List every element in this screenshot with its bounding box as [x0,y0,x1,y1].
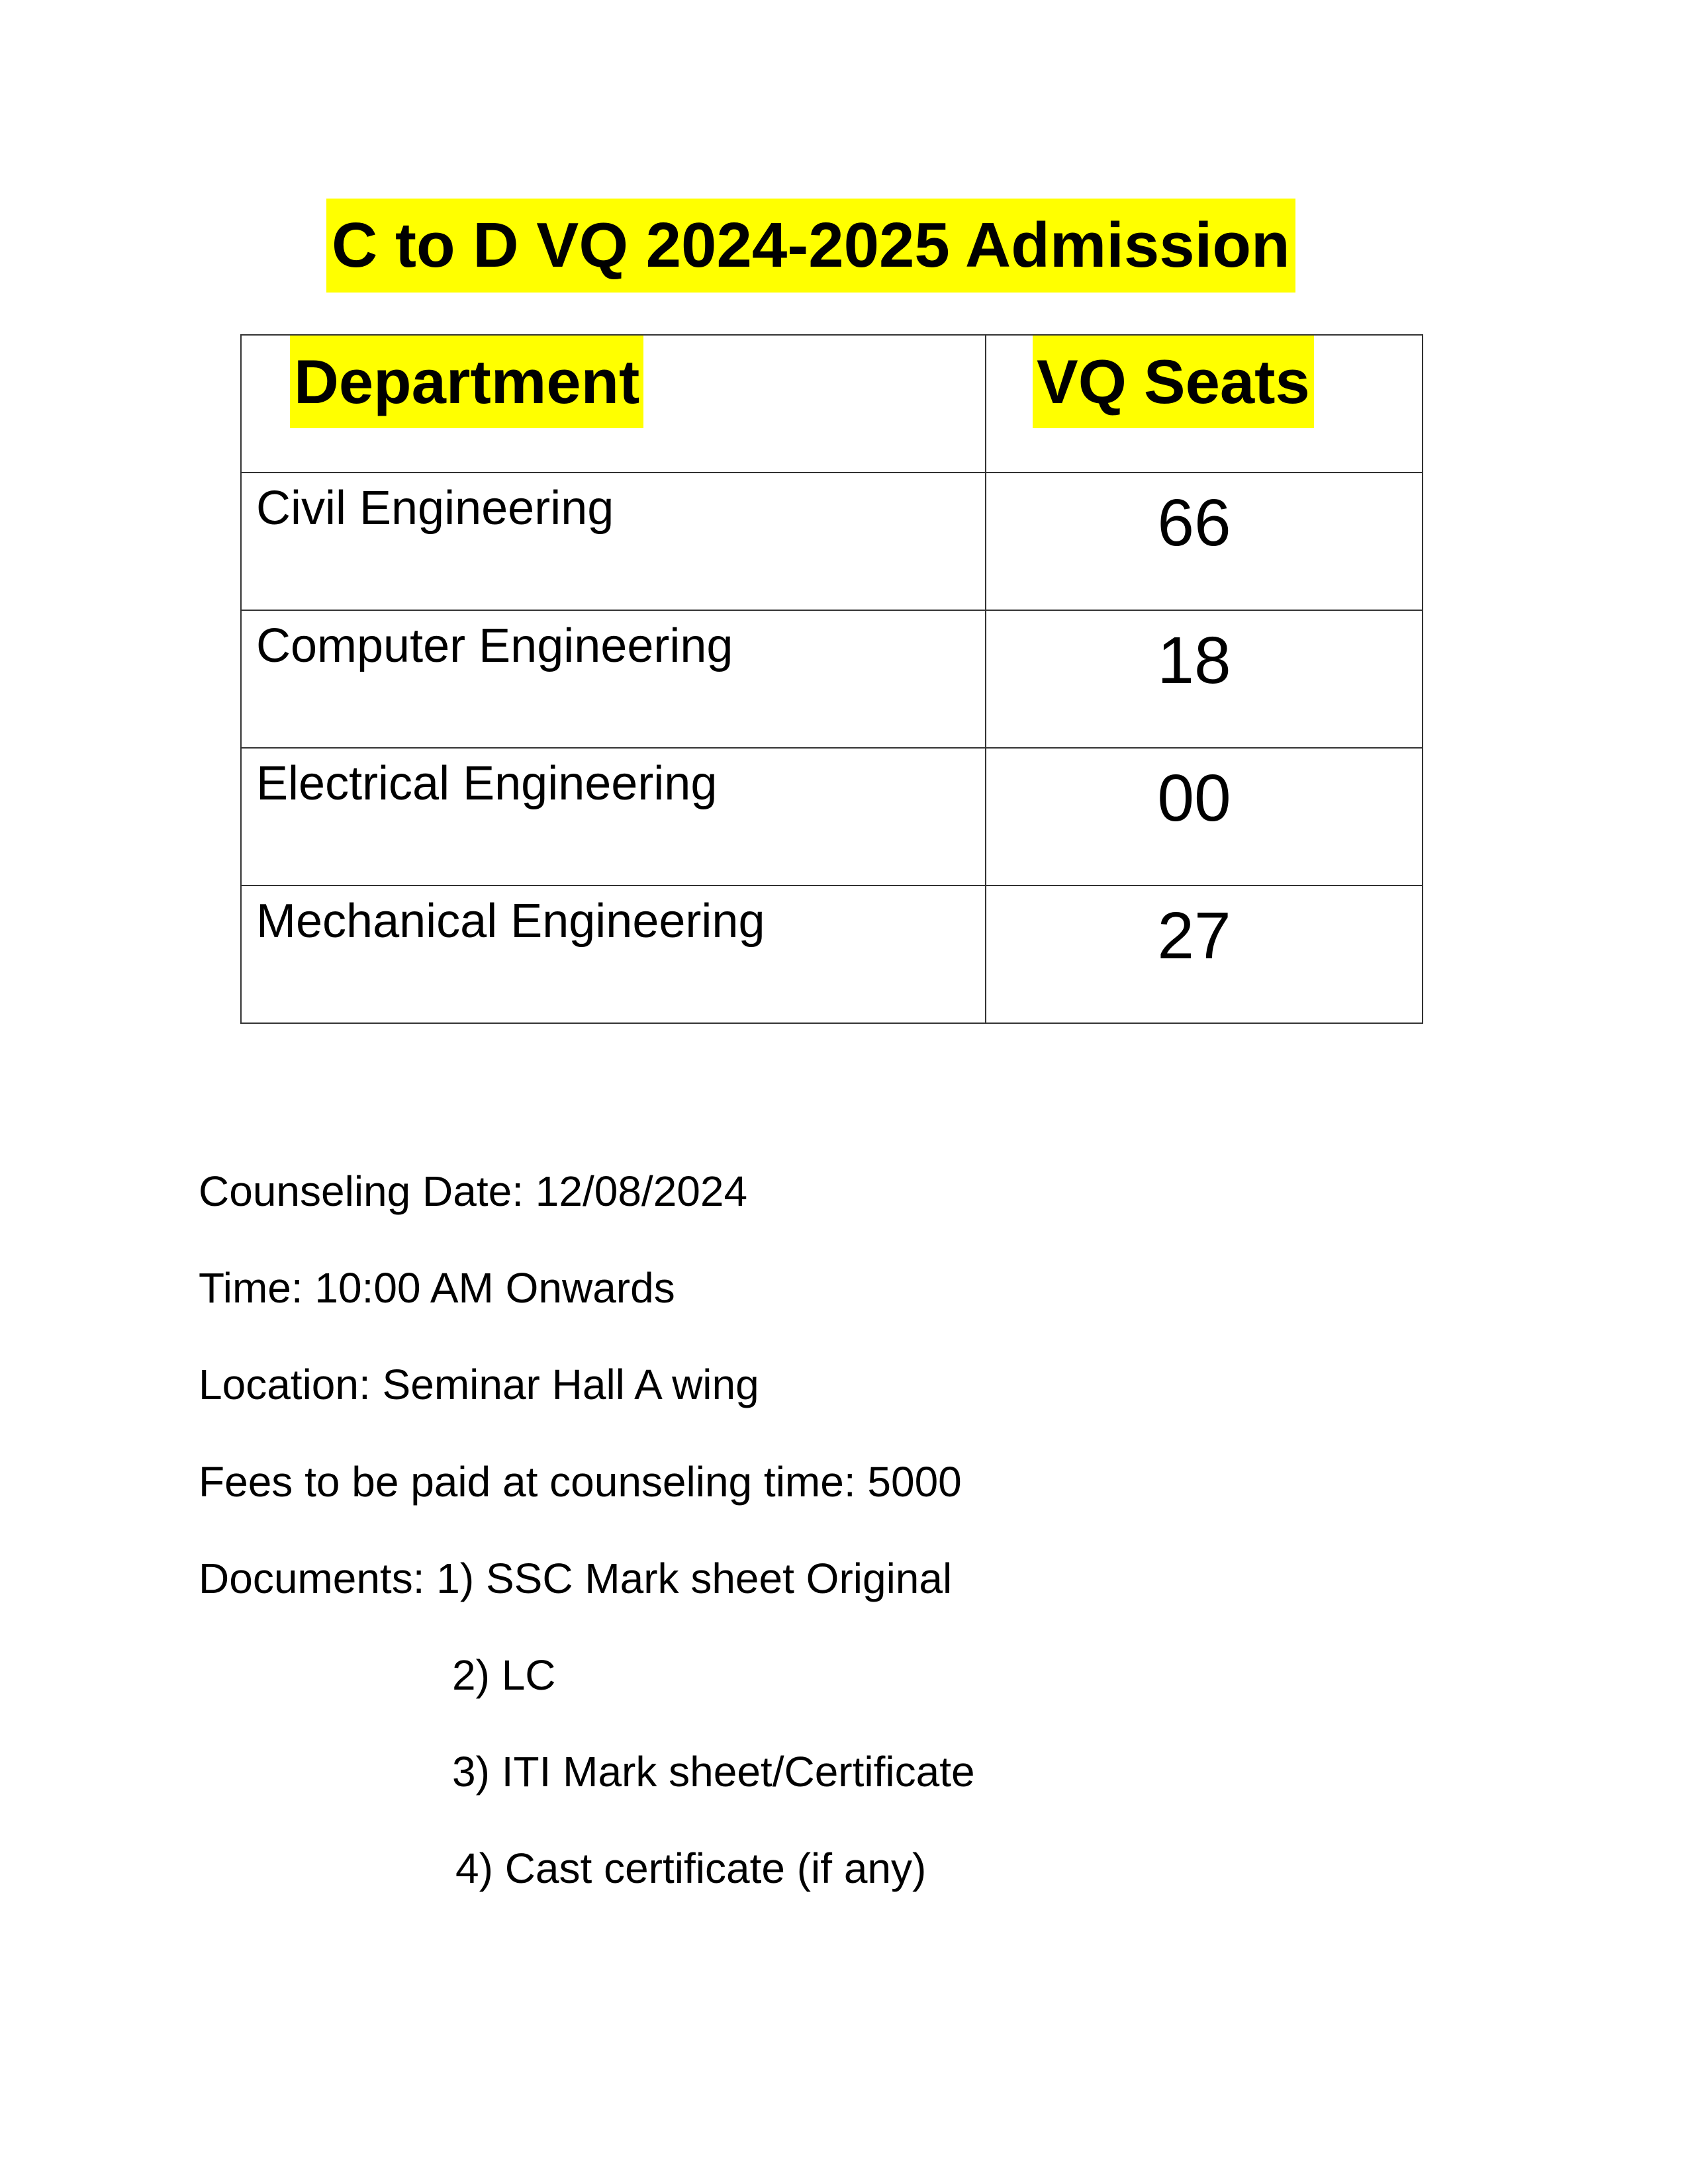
counseling-time: Time: 10:00 AM Onwards [199,1264,675,1312]
page-title: C to D VQ 2024-2025 Admission [326,199,1295,293]
department-cell [241,473,986,610]
document-item: 4) Cast certificate (if any) [455,1844,927,1892]
table-row [241,473,1423,610]
seats-header-cell [986,335,1423,473]
table-header-row [241,335,1423,473]
counseling-date: Counseling Date: 12/08/2024 [199,1167,748,1215]
department-header: Department [290,336,643,428]
department-name: Civil Engineering [256,482,614,535]
vq-seats-header: VQ Seats [1033,336,1314,428]
table-row [241,748,1423,886]
documents-label: Documents: 1) SSC Mark sheet Original [199,1555,953,1602]
document-item: 3) ITI Mark sheet/Certificate [452,1748,975,1796]
document-item: 2) LC [452,1651,556,1699]
department-name: Mechanical Engineering [256,895,765,948]
seats-cell [986,610,1423,748]
vq-seats-table [240,334,1423,1024]
seats-cell [986,473,1423,610]
seat-count: 18 [1157,623,1231,698]
table-row [241,610,1423,748]
department-header-cell [241,335,986,473]
seats-cell [986,886,1423,1023]
department-cell [241,610,986,748]
seat-count: 00 [1157,761,1231,835]
seats-cell [986,748,1423,886]
table-row [241,886,1423,1023]
seat-count: 27 [1157,899,1231,973]
department-name: Computer Engineering [256,619,733,672]
seat-count: 66 [1157,486,1231,560]
department-cell [241,886,986,1023]
department-cell [241,748,986,886]
counseling-fees: Fees to be paid at counseling time: 5000 [199,1458,962,1506]
counseling-location: Location: Seminar Hall A wing [199,1361,759,1408]
department-name: Electrical Engineering [256,757,718,810]
